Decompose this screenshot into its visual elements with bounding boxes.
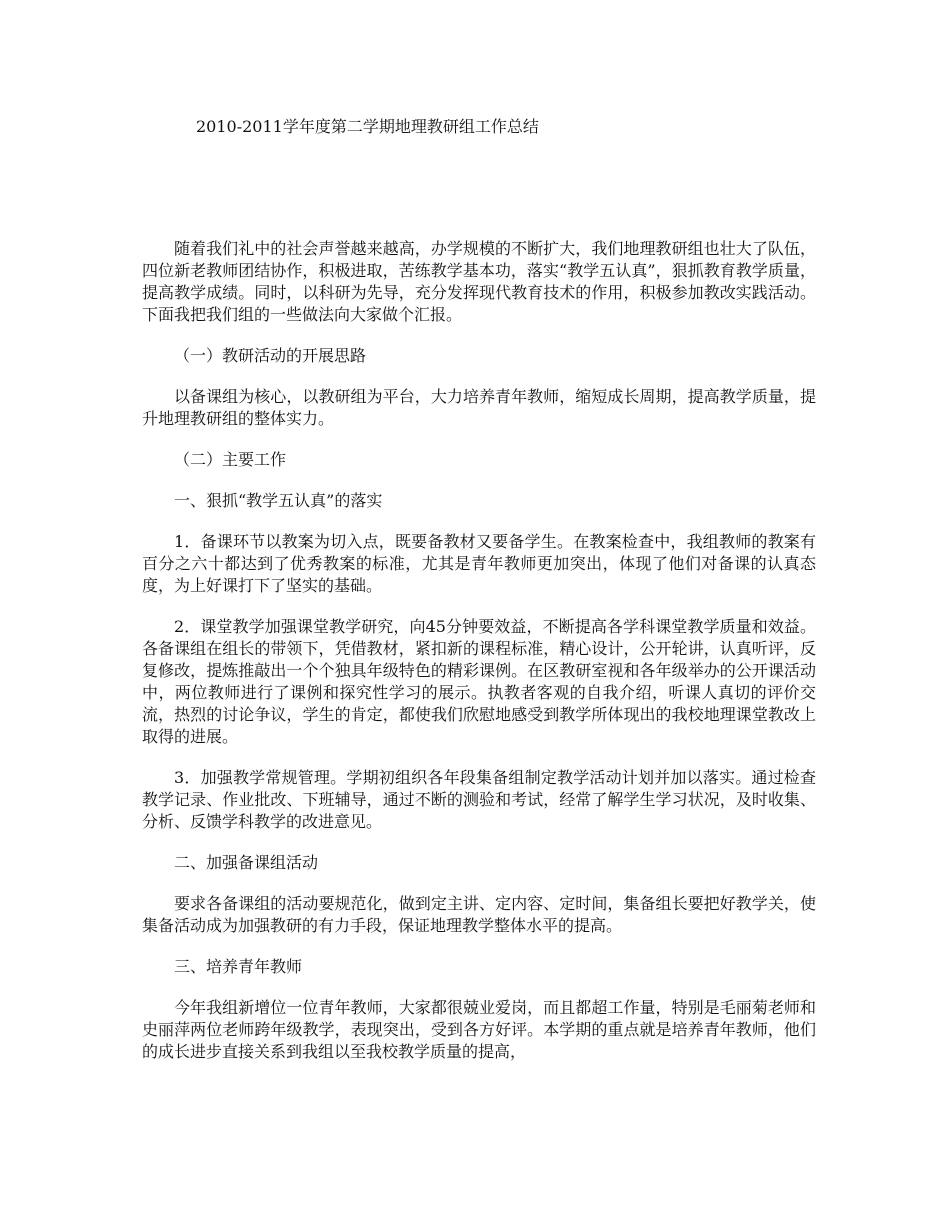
subheading-young-teachers: 三、培养青年教师: [174, 957, 303, 976]
document-body: [142, 238, 816, 1082]
item-3-paragraph: 3．加强教学常规管理。学期初组织各年段集备组制定教学活动计划并加以落实。通过检查教学记录、作业批改、下班辅导，通过不断的测验和考试，经常了解学生学习状况，及时收集、分析、反馈学科教学的改进意见。: [142, 768, 816, 831]
subheading-five-earnest: 一、狠抓“教学五认真”的落实: [174, 491, 383, 510]
approach-paragraph: 以备课组为核心，以教研组为平台，大力培养青年教师，缩短成长周期，提高教学质量，提升地理教研组的整体实力。: [142, 387, 816, 428]
young-teachers-paragraph: 今年我组新增位一位青年教师，大家都很兢业爱岗，而且都超工作量，特别是毛丽菊老师和史丽萍两位老师跨年级教学，表现突出，受到各方好评。本学期的重点就是培养青年教师，他们的成长进步直接关系到我组以至我校教学质量的提高，: [142, 998, 816, 1061]
lesson-groups-paragraph: 要求各备课组的活动要规范化，做到定主讲、定内容、定时间，集备组长要把好教学关，使集备活动成为加强教研的有力手段，保证地理教学整体水平的提高。: [142, 894, 816, 935]
document-title: 2010-2011学年度第二学期地理教研组工作总结: [196, 117, 539, 136]
section-heading-main-work: （二）主要工作: [174, 450, 287, 469]
item-2-paragraph: 2．课堂教学加强课堂教学研究，向45分钟要效益，不断提高各学科课堂教学质量和效益。各备课组在组长的带领下，凭借教材，紧扣新的课程标准，精心设计，公开轮讲，认真听评，反复修改，提炼推敲出一个个独具年级特色的精彩课例。在区教研室视和各年级举办的公开课活动中，两位教师进行了课例和探究性学习的展示。执教者客观的自我介绍，听课人真切的评价交流，热烈的讨论争议，学生的肯定，都使我们欣慰地感受到教学所体现出的我校地理课堂教改上取得的进展。: [142, 617, 816, 746]
subheading-lesson-groups: 二、加强备课组活动: [174, 853, 319, 872]
item-1-paragraph: 1．备课环节以教案为切入点，既要备教材又要备学生。在教案检查中，我组教师的教案有百分之六十都达到了优秀教案的标准，尤其是青年教师更加突出，体现了他们对备课的认真态度，为上好课打下了坚实的基础。: [142, 532, 816, 595]
section-heading-approach: （一）教研活动的开展思路: [174, 346, 367, 365]
intro-paragraph: 随着我们礼中的社会声誉越来越高，办学规模的不断扩大，我们地理教研组也壮大了队伍，四位新老教师团结协作，积极进取，苦练教学基本功，落实“教学五认真”，狠抓教育教学质量，提高教学成绩。同时，以科研为先导，充分发挥现代教育技术的作用，积极参加教改实践活动。下面我把我们组的一些做法向大家做个汇报。: [142, 239, 816, 324]
